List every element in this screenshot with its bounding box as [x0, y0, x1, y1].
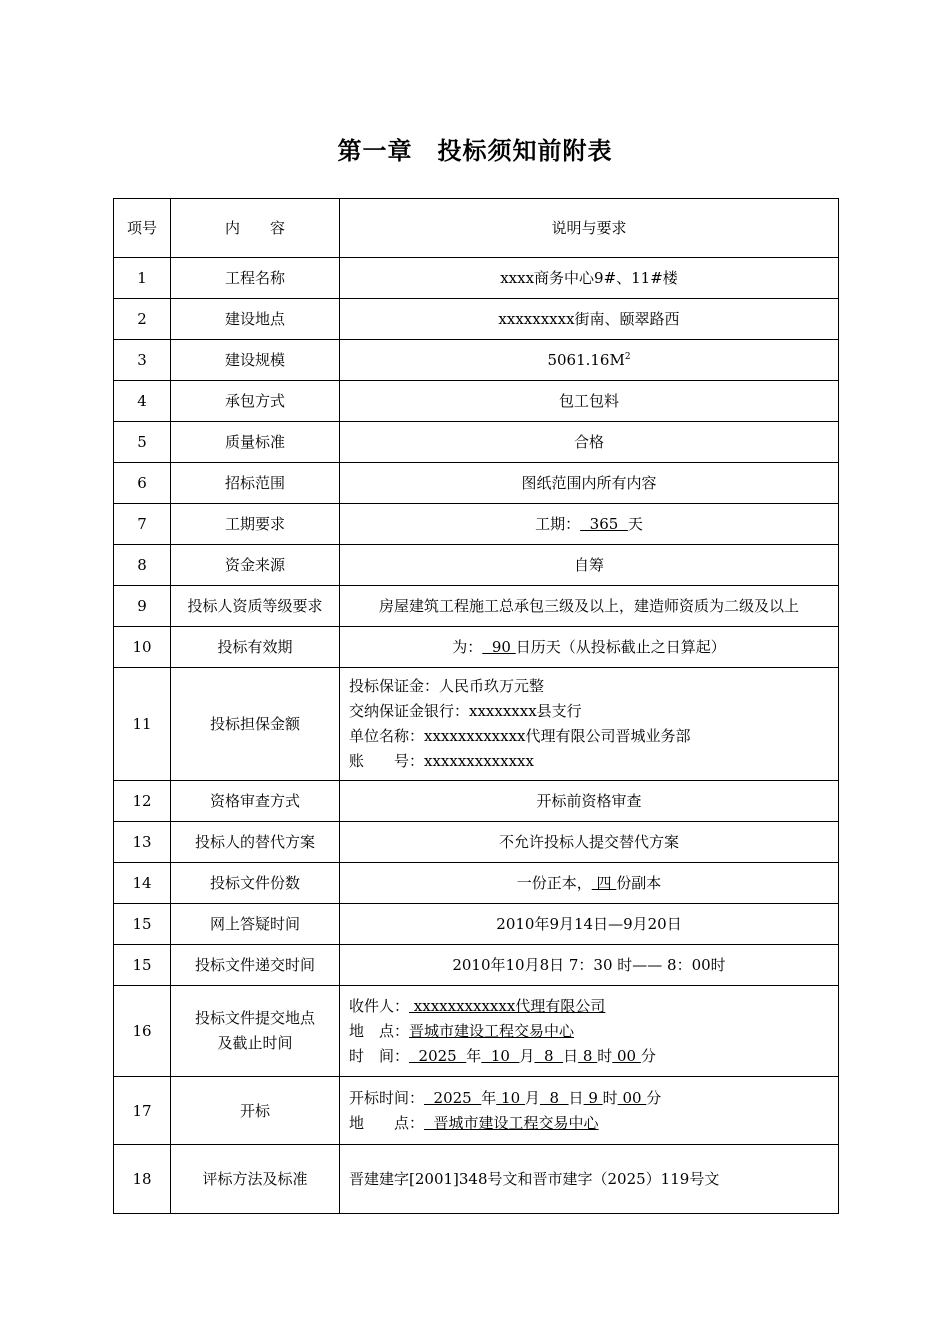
opening-place-line	[349, 1111, 838, 1136]
copies-unit: 份副本	[616, 874, 662, 892]
header-no: 项号	[114, 199, 171, 258]
opening-time-line	[349, 1086, 838, 1111]
table-row	[114, 1077, 839, 1145]
day-value: 8	[534, 1046, 564, 1065]
duration-value: 365	[580, 515, 628, 533]
row-item: 投标担保金额	[171, 668, 340, 781]
header-item: 内 容	[171, 199, 340, 258]
bid-info-table	[113, 198, 839, 1214]
minute-value: 00	[617, 1088, 647, 1107]
row-item: 建设规模	[171, 340, 340, 381]
row-no: 4	[114, 381, 171, 422]
duration-label: 工期：	[535, 515, 581, 533]
minute-value: 00	[612, 1046, 641, 1065]
table-row	[114, 904, 839, 945]
day-unit: 日	[563, 1046, 579, 1065]
row-desc: 自筹	[340, 545, 839, 586]
row-item: 投标有效期	[171, 627, 340, 668]
opening-place-value: 晋城市建设工程交易中心	[424, 1113, 599, 1132]
table-row	[114, 863, 839, 904]
row-item: 投标人资质等级要求	[171, 586, 340, 627]
row-desc: 不允许投标人提交替代方案	[340, 822, 839, 863]
opening-time-label: 开标时间：	[349, 1088, 425, 1107]
row-desc: 晋建建字[2001]348号文和晋市建字（2025）119号文	[340, 1145, 839, 1214]
hour-unit: 时	[602, 1088, 618, 1107]
row-desc: 开标前资格审查	[340, 781, 839, 822]
row-desc: 图纸范围内所有内容	[340, 463, 839, 504]
row-no: 13	[114, 822, 171, 863]
row-item: 评标方法及标准	[171, 1145, 340, 1214]
row-no: 8	[114, 545, 171, 586]
validity-unit: 日历天（从投标截止之日算起）	[515, 638, 726, 656]
row-no: 14	[114, 863, 171, 904]
year-value: 2025	[424, 1088, 482, 1107]
guarantee-amount: 投标保证金：人民币玖万元整	[349, 677, 545, 695]
row-no: 7	[114, 504, 171, 545]
guarantee-unit: 单位名称：xxxxxxxxxxxx代理有限公司晋城业务部	[349, 727, 691, 745]
time-line	[349, 1044, 838, 1069]
row-no: 5	[114, 422, 171, 463]
table-row	[114, 381, 839, 422]
day-unit: 日	[568, 1088, 584, 1107]
row-item: 投标文件递交时间	[171, 945, 340, 986]
validity-label: 为：	[452, 638, 483, 656]
table-row	[114, 258, 839, 299]
row-desc: xxxx商务中心9#、11#楼	[340, 258, 839, 299]
row-no: 3	[114, 340, 171, 381]
row-desc: 2010年10月8日 7：30 时—— 8：00时	[340, 945, 839, 986]
recipient-line	[349, 994, 838, 1019]
row-no: 11	[114, 668, 171, 781]
row-item: 投标文件份数	[171, 863, 340, 904]
row-no: 16	[114, 986, 171, 1077]
row-desc: xxxxxxxxx街南、颐翠路西	[340, 299, 839, 340]
row-no: 15	[114, 904, 171, 945]
year-value: 2025	[409, 1046, 467, 1065]
month-unit: 月	[524, 1088, 540, 1107]
row-no: 1	[114, 258, 171, 299]
row-desc	[340, 504, 839, 545]
row-desc	[340, 627, 839, 668]
table-row	[114, 668, 839, 781]
row-item: 投标人的替代方案	[171, 822, 340, 863]
table-row	[114, 299, 839, 340]
row-item: 开标	[171, 1077, 340, 1145]
row-item: 建设地点	[171, 299, 340, 340]
row-no: 10	[114, 627, 171, 668]
row-item: 工程名称	[171, 258, 340, 299]
guarantee-account: 账 号：xxxxxxxxxxxxx	[349, 752, 534, 770]
year-unit: 年	[481, 1088, 497, 1107]
page-title: 第一章 投标须知前附表	[337, 136, 613, 165]
place-label: 地 点：	[349, 1021, 410, 1040]
row-desc	[340, 340, 839, 381]
item-line-1: 投标文件提交地点	[194, 1009, 315, 1027]
row-item	[171, 986, 340, 1077]
item-line-2: 及截止时间	[217, 1034, 293, 1052]
place-value: 晋城市建设工程交易中心	[409, 1021, 575, 1040]
row-item: 质量标准	[171, 422, 340, 463]
guarantee-bank: 交纳保证金银行：xxxxxxxx县支行	[349, 702, 582, 720]
table-row	[114, 986, 839, 1077]
row-desc	[340, 986, 839, 1077]
month-value: 10	[496, 1088, 525, 1107]
row-desc	[340, 668, 839, 781]
table-row	[114, 586, 839, 627]
row-desc: 2010年9月14日—9月20日	[340, 904, 839, 945]
row-no: 9	[114, 586, 171, 627]
table-row	[114, 627, 839, 668]
row-item: 网上答疑时间	[171, 904, 340, 945]
row-desc: 包工包料	[340, 381, 839, 422]
recipient-label: 收件人：	[349, 996, 410, 1015]
row-desc	[340, 863, 839, 904]
table-row	[114, 822, 839, 863]
row-item: 承包方式	[171, 381, 340, 422]
time-label: 时 间：	[349, 1046, 410, 1065]
table-row	[114, 945, 839, 986]
row-no: 18	[114, 1145, 171, 1214]
table-row	[114, 463, 839, 504]
header-desc: 说明与要求	[340, 199, 839, 258]
row-item: 招标范围	[171, 463, 340, 504]
table-row	[114, 545, 839, 586]
recipient-value: xxxxxxxxxxxx代理有限公司	[409, 996, 606, 1015]
copies-label: 一份正本，	[516, 874, 592, 892]
row-no: 2	[114, 299, 171, 340]
row-desc: 合格	[340, 422, 839, 463]
place-line	[349, 1019, 838, 1044]
row-desc: 房屋建筑工程施工总承包三级及以上，建造师资质为二级及以上	[340, 586, 839, 627]
row-desc	[340, 1077, 839, 1145]
hour-unit: 时	[597, 1046, 613, 1065]
table-row	[114, 781, 839, 822]
minute-unit: 分	[640, 1046, 656, 1065]
hour-value: 8	[578, 1046, 598, 1065]
row-item: 资金来源	[171, 545, 340, 586]
table-row	[114, 422, 839, 463]
hour-value: 9	[583, 1088, 603, 1107]
table-header-row	[114, 199, 839, 258]
row-item: 资格审查方式	[171, 781, 340, 822]
row-no: 12	[114, 781, 171, 822]
scale-value: 5061.16M	[547, 351, 625, 369]
table-row	[114, 504, 839, 545]
day-value: 8	[539, 1088, 569, 1107]
year-unit: 年	[466, 1046, 482, 1065]
opening-place-label: 地 点：	[349, 1113, 425, 1132]
duration-unit: 天	[627, 515, 643, 533]
month-value: 10	[481, 1046, 520, 1065]
month-unit: 月	[519, 1046, 535, 1065]
table-row	[114, 1145, 839, 1214]
minute-unit: 分	[646, 1088, 662, 1107]
table-row	[114, 340, 839, 381]
scale-unit-exponent: 2	[624, 352, 631, 362]
row-no: 17	[114, 1077, 171, 1145]
row-no: 15	[114, 945, 171, 986]
validity-value: 90	[482, 638, 516, 656]
copies-value: 四	[591, 874, 617, 892]
row-item: 工期要求	[171, 504, 340, 545]
row-no: 6	[114, 463, 171, 504]
